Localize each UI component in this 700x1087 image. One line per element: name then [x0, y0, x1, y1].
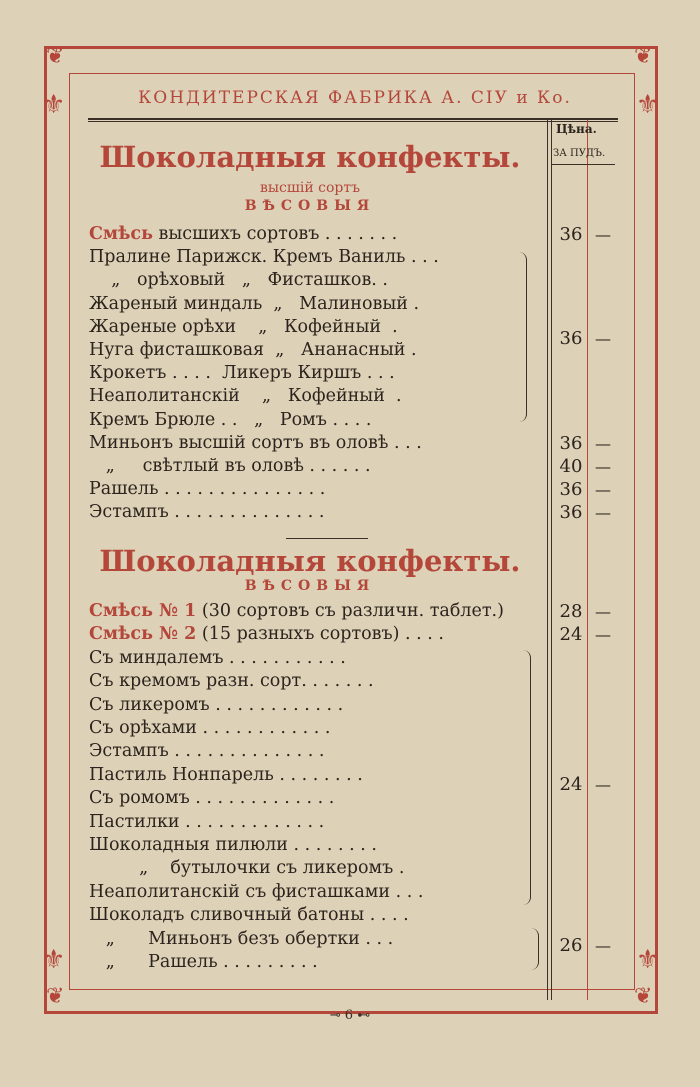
section1-subtitle: высшій сортъ — [259, 180, 361, 196]
corner-ornament-icon: ❦ — [46, 984, 65, 1009]
section2-kind: ВѢСОВЫЯ — [244, 578, 376, 594]
list-item — [89, 623, 544, 646]
item-label: (15 разныхъ сортовъ) . . . . — [196, 624, 444, 645]
price-dash: — — [595, 602, 611, 621]
price-column-rule — [587, 120, 588, 1000]
item-label: Съ орѣхами . . . . . . . . . . . . — [89, 718, 331, 738]
item-label: „ Миньонъ безъ обертки . . . — [89, 928, 394, 949]
item-label: Эстампъ . . . . . . . . . . . . . . — [89, 741, 325, 762]
item-label: Пастиль Нонпарель . . . . . . . . — [89, 764, 363, 785]
item-label: Неаполитанскій „ Кофейный . — [89, 386, 402, 407]
list-item — [89, 455, 544, 478]
item-label: высшихъ сортовъ . . . . . . . — [152, 224, 398, 244]
item-price: 24 — [559, 624, 583, 646]
header-rule — [88, 121, 618, 122]
side-ornament-icon: ⚜ — [636, 90, 660, 120]
item-price: 24 — [559, 774, 583, 795]
list-item — [89, 339, 544, 362]
list-item — [89, 787, 544, 810]
corner-ornament-icon: ❦ — [634, 984, 653, 1009]
item-price: 36 — [559, 224, 583, 245]
item-label: „ бутылочки съ ликеромъ . — [89, 858, 405, 879]
price-dash: — — [595, 457, 611, 476]
item-label: Пастилки . . . . . . . . . . . . . — [89, 811, 325, 832]
section1-kind: ВѢСОВЫЯ — [244, 198, 376, 214]
list-item — [89, 385, 544, 408]
item-price: 36 — [559, 502, 583, 524]
price-dash: — — [595, 625, 611, 645]
item-price: 36 — [559, 328, 583, 349]
corner-ornament-icon: ❦ — [46, 44, 65, 69]
item-label: „ свѣтлый въ оловѣ . . . . . . — [89, 456, 371, 476]
item-label: Съ миндалемъ . . . . . . . . . . . — [89, 647, 346, 668]
list-item — [89, 501, 544, 524]
list-item — [89, 478, 544, 501]
section-separator — [286, 538, 368, 539]
list-item — [89, 904, 544, 927]
item-label: Неаполитанскій съ фисташками . . . — [89, 881, 424, 902]
price-column-rule — [551, 120, 552, 1000]
item-label: Пралине Парижск. Кремъ Ваниль . . . — [89, 247, 439, 268]
item-label: „ орѣховый „ Фисташков. . — [89, 270, 388, 291]
list-item — [89, 951, 544, 974]
price-column-header: Цѣна. — [556, 122, 597, 136]
side-ornament-icon: ⚜ — [42, 90, 66, 120]
side-ornament-icon: ⚜ — [42, 945, 66, 975]
list-item — [89, 316, 544, 339]
list-item — [89, 432, 544, 455]
item-label: Шоколадныя пилюли . . . . . . . . — [89, 835, 377, 855]
list-item — [89, 717, 544, 740]
item-label: (30 сортовъ съ различн. таблет.) — [196, 601, 504, 621]
item-price: 36 — [559, 479, 583, 501]
list-item — [89, 881, 544, 904]
list-item — [89, 293, 544, 316]
item-label-bold: Смѣсь № 2 — [89, 624, 197, 645]
page-header-title: КОНДИТЕРСКАЯ ФАБРИКА А. СІУ и Ко. — [138, 88, 572, 108]
item-label-bold: Смѣсь — [89, 224, 153, 244]
item-label: Жареный миндаль „ Малиновый . — [89, 293, 420, 314]
price-dash: — — [595, 433, 611, 453]
list-item — [89, 246, 544, 269]
side-ornament-icon: ⚜ — [636, 945, 660, 975]
item-price: 26 — [559, 935, 583, 956]
list-item — [89, 362, 544, 385]
list-item — [89, 764, 544, 787]
price-header-rule — [551, 164, 615, 165]
item-label-bold: Смѣсь № 1 — [89, 601, 197, 621]
list-item — [89, 223, 544, 246]
list-item — [89, 670, 544, 693]
price-dash: — — [595, 936, 611, 955]
list-item — [89, 811, 544, 834]
list-item — [89, 269, 544, 292]
item-label: Крокетъ . . . . Ликеръ Киршъ . . . — [89, 363, 395, 384]
item-label: Съ ромомъ . . . . . . . . . . . . . — [89, 788, 335, 809]
item-label: Рашель . . . . . . . . . . . . . . . — [89, 479, 326, 500]
price-dash: — — [595, 775, 611, 794]
item-label: Съ кремомъ разн. сорт. . . . . . . — [89, 671, 374, 692]
price-dash: — — [595, 480, 611, 500]
corner-ornament-icon: ❦ — [634, 44, 653, 69]
page-number: ⊸ 6 ⊷ — [329, 1008, 371, 1023]
list-item — [89, 740, 544, 763]
item-label: „ Рашель . . . . . . . . . — [89, 952, 318, 972]
group-brace — [520, 650, 531, 905]
price-dash: — — [595, 225, 611, 244]
section1-title: Шоколадныя конфекты. — [99, 140, 521, 174]
item-label: Нуга фисташковая „ Ананасный . — [89, 340, 417, 360]
group-brace — [516, 252, 527, 422]
list-item — [89, 834, 544, 857]
list-item — [89, 600, 544, 623]
item-price: 40 — [559, 456, 583, 477]
price-column-subheader: ЗА ПУДЪ. — [553, 148, 606, 159]
section2-title: Шоколадныя конфекты. — [99, 544, 521, 578]
list-item — [89, 694, 544, 717]
item-label: Эстампъ . . . . . . . . . . . . . . — [89, 502, 325, 523]
item-label: Съ ликеромъ . . . . . . . . . . . . — [89, 694, 344, 715]
list-item — [89, 409, 544, 432]
item-label: Шоколадъ сливочный батоны . . . . — [89, 905, 409, 926]
item-label: Кремъ Брюле . . „ Ромъ . . . . — [89, 409, 372, 430]
item-price: 36 — [559, 432, 583, 454]
price-dash: — — [595, 329, 611, 348]
header-rule — [88, 118, 618, 120]
list-item — [89, 647, 544, 670]
item-label: Жареные орѣхи „ Кофейный . — [89, 316, 398, 337]
item-label: Миньонъ высшій сортъ въ оловѣ . . . — [89, 432, 422, 453]
item-price: 28 — [559, 601, 583, 622]
list-item — [89, 928, 544, 951]
group-brace — [528, 928, 539, 970]
price-dash: — — [595, 503, 611, 523]
list-item — [89, 857, 544, 880]
